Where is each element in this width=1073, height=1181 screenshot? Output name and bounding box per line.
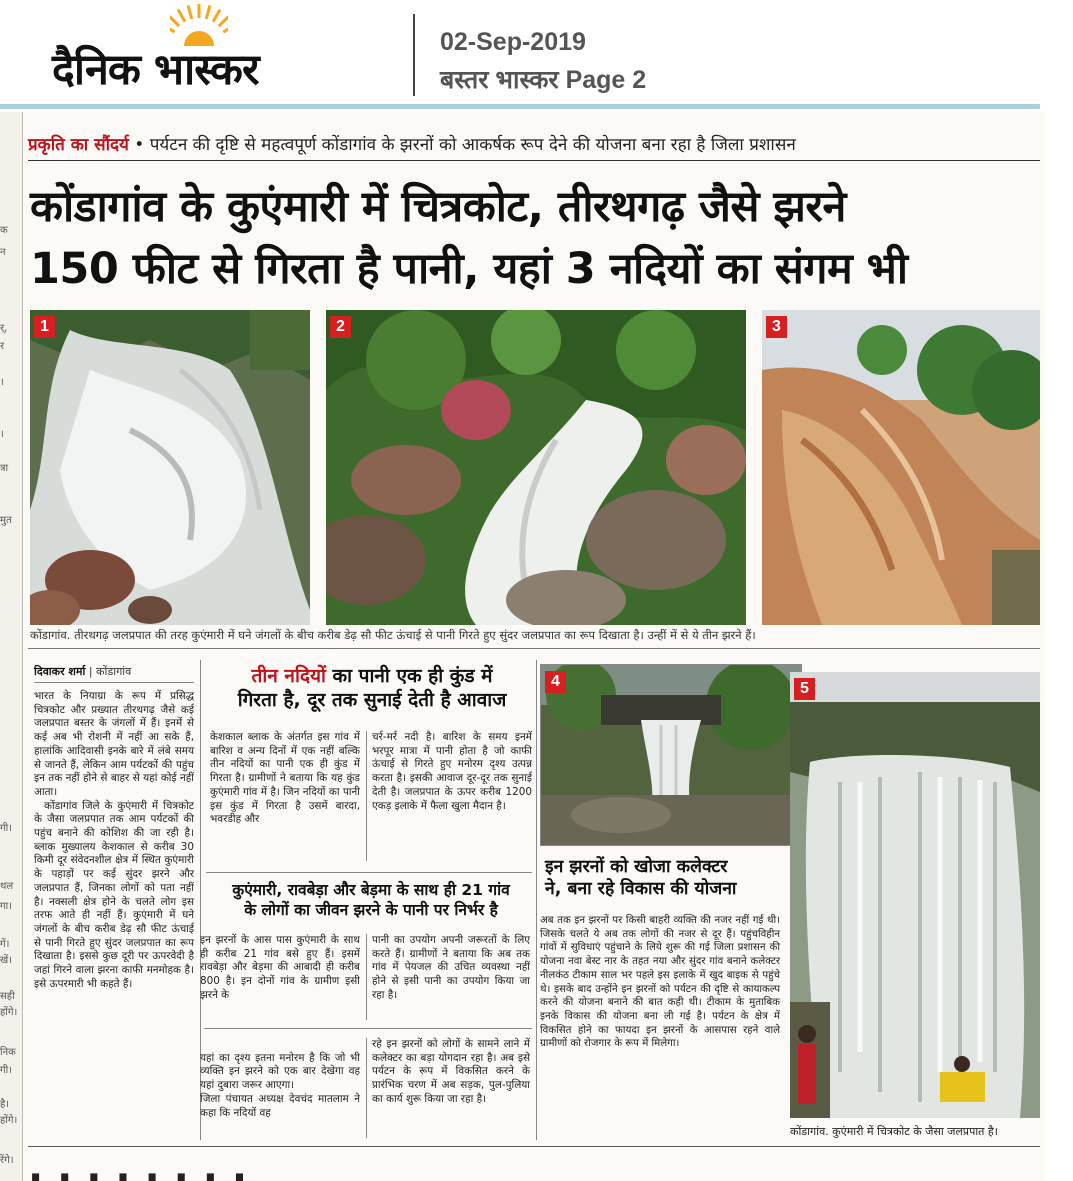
paragraph: रहे इन झरनों को लोगों के सामने लाने में कलेक्टर का बड़ा योगदान रहा है। अब इसे पर्यटन के रूप में विकसित करने के प्रारंभिक चरण में अब सड़क, पुल-पुलिया का कार्य शुरू किया जा रहा है। bbox=[372, 1038, 530, 1105]
masthead bbox=[0, 0, 1073, 112]
strip-fragment: । bbox=[0, 377, 4, 388]
waterfall-photo-5 bbox=[790, 672, 1040, 1118]
strip-fragment: न bbox=[0, 247, 6, 258]
subhead-three-rivers bbox=[212, 664, 532, 712]
column-divider bbox=[536, 660, 537, 1140]
subhead-text: ने, बना रहे विकास की योजना bbox=[545, 879, 737, 899]
strip-fragment: सही bbox=[0, 991, 15, 1002]
photo-caption: कोंडागांव. तीरथगढ़ जलप्रपात की तरह कुएंमारी में घने जंगलों के बीच करीब डेढ़ सौ फीट ऊंचाई से पानी गिरते हुए सुंदर जलप्रपात का रूप दिखाता है। उन्हीं में से ये तीन झरने हैं। bbox=[30, 628, 756, 642]
paragraph: भारत के नियाग्रा के रूप में प्रसिद्ध चित्रकोट और प्रख्यात तीरथगढ़ जैसे कई जलप्रपात बस्तर के जंगलों में हैं। इनमें से कई अब भी रोशनी में नहीं आ सके हैं, हालांकि आदिवासी इनके बारे में लंबे समय से जानते हैं, लेकिन आम पर्यटकों की पहुंच इन तक नहीं होने से बाहर से यहां कोई नहीं आता। bbox=[34, 690, 194, 798]
issue-date: 02-Sep-2019 bbox=[440, 28, 586, 56]
strip-fragment: । bbox=[0, 429, 4, 440]
waterfall-photo-3 bbox=[762, 310, 1040, 625]
subhead-text: का पानी एक ही कुंड में bbox=[325, 665, 493, 687]
strip-fragment: थल bbox=[0, 881, 14, 892]
subhead-21-villages bbox=[206, 880, 536, 920]
article-column-4a bbox=[200, 1038, 360, 1134]
masthead-divider bbox=[413, 14, 415, 96]
photo-number: 3 bbox=[766, 316, 787, 338]
waterfall-illustration-icon bbox=[30, 310, 310, 625]
byline-rule bbox=[34, 682, 194, 683]
byline-place: कोंडागांव bbox=[96, 665, 132, 678]
subhead-collector bbox=[545, 856, 795, 900]
headline-line-1: कोंडागांव के कुएंमारी में चित्रकोट, तीरथगढ़ जैसे झरने bbox=[30, 182, 846, 232]
byline: दिवाकर शर्मा | कोंडागांव bbox=[34, 665, 132, 678]
caption-rule bbox=[28, 648, 1040, 649]
strip-fragment: गी। bbox=[0, 823, 13, 834]
article-column-1 bbox=[34, 690, 194, 991]
strip-fragment: र्, bbox=[0, 323, 8, 334]
strip-fragment: है। bbox=[0, 1099, 10, 1110]
subhead-text: गिरता है, दूर तक सुनाई देती है आवाज bbox=[237, 689, 507, 711]
paragraph: पानी का उपयोग अपनी जरूरतों के लिए करते हैं। ग्रामीणों ने बताया कि अब तक गांव में पेयजल की उचित व्यवस्था नहीं होने से इसी पानी का उपयोग किया जा रहा है। bbox=[372, 934, 530, 1001]
article-column-3b bbox=[372, 934, 530, 1003]
section-rule bbox=[206, 872, 532, 873]
waterfall-photo-1 bbox=[30, 310, 310, 625]
kicker-text: • पर्यटन की दृष्टि से महत्वपूर्ण कोंडागांव के झरनों को आकर्षक रूप देने की योजना बना रहा है जिला प्रशासन bbox=[128, 135, 796, 155]
waterfall-illustration-icon bbox=[790, 672, 1040, 1118]
subhead-text: कुएंमारी, रावबेड़ा और बेड़मा के साथ ही 21 गांव bbox=[232, 881, 510, 899]
section-rule bbox=[204, 1028, 532, 1029]
photo-caption: कोंडागांव. कुएंमारी में चित्रकोट के जैसा जलप्रपात है। bbox=[790, 1125, 998, 1138]
paragraph: अब तक इन झरनों पर किसी बाहरी व्यक्ति की नजर नहीं गई थी। जिसके चलते ये अब तक लोगों की नजर से दूर हैं। पहुंचविहीन गांवों में सुविधाएं पहुंचाने के लिये शुरू की गई जिला प्रशासन की योजना नवा बेस्ट नार के तहत नया और सुंदर गांव बनाने कलेक्टर नीलकंठ टीकाम साल भर पहले इस इलाके में खुद बाइक से पहुंचे थे। इसके बाद उन्होंने इन झरनों को पर्यटन की दृष्टि से कायाकल्प करने की योजना बनाने की बात कही थी। टीकाम के मुताबिक इनके विकास की योजना बना ली गई है। पर्यटन के क्षेत्र में विकसित होने का फायदा इन झरनों के आसपास रहने वाले ग्रामीणों को रोजगार के रूप में मिलेगा। bbox=[540, 915, 780, 1050]
strip-fragment: क bbox=[0, 225, 8, 236]
masthead-rule bbox=[0, 104, 1040, 109]
column-divider bbox=[366, 934, 367, 1020]
article-column-2a bbox=[210, 731, 360, 827]
strip-fragment: गें। bbox=[0, 939, 10, 950]
waterfall-photo-4 bbox=[540, 664, 802, 846]
article-column-5 bbox=[540, 914, 780, 1051]
strip-fragment: खें। bbox=[0, 955, 12, 966]
article-column-2b bbox=[372, 731, 532, 813]
kicker-label: प्रकृति का सौंदर्य bbox=[28, 135, 129, 155]
strip-fragment: त्रा bbox=[0, 463, 9, 474]
photo-number: 5 bbox=[794, 678, 815, 700]
article-bottom-rule bbox=[28, 1146, 1040, 1147]
article-column-4b bbox=[372, 1038, 530, 1107]
waterfall-photo-2 bbox=[326, 310, 746, 625]
paragraph: कोंडागांव जिले के कुएंमारी में चित्रकोट के जैसा जलप्रपात तक आम पर्यटकों की पहुंच बनाने की कोशिश की जा रही है। ब्लाक मुख्यालय केशकाल से करीब 30 किमी दूर संवेदनशील क्षेत्र में स्थित कुएंमारी के पहाड़ों पर कई सुंदर झरने और जलप्रपात हैं, जिनका लोगों को पता नहीं है। नक्सली क्षेत्र होने के चलते लोग इस तरफ आते ही नहीं हैं। कुएंमारी में घने जंगलों के बीच करीब डेढ़ सौ फीट ऊंचाई से पानी गिरते हुए सुंदर जलप्रपात का रूप दिखाता है। इससे कुछ दूरी पर ऊपरवेदी है जहां गिरने वाला झरना काफी मनमोहक है। इसे ऊपरमारी भी कहते हैं। bbox=[34, 799, 194, 990]
photo-number: 2 bbox=[330, 316, 351, 338]
subhead-text: इन झरनों को खोजा कलेक्टर bbox=[545, 857, 728, 877]
paragraph: चर्र-मर्र नदी है। बारिश के समय इनमें भरपूर मात्रा में पानी होता है जो काफी ऊंचाई से गिरते हुए मनोरम दृश्य उत्पन्न करता है। इसकी आवाज दूर-दूर तक सुनाई देती है। जलप्रपात के ऊपर करीब 1200 एकड़ इलाके में फैला खुला मैदान है। bbox=[372, 731, 532, 812]
strip-fragment: गा। bbox=[0, 901, 13, 912]
edition-page: बस्तर भास्कर Page 2 bbox=[440, 66, 647, 94]
paragraph: इन झरनों के आस पास कुएंमारी के साथ ही करीब 21 गांव बसे हुए हैं। इसमें रावबेड़ा और बेड़मा की आबादी ही करीब 800 है। इन दोनों गांव के ग्रामीण इसी झरने के bbox=[200, 934, 360, 1001]
kicker-rule bbox=[28, 160, 1040, 161]
paragraph: केशकाल ब्लाक के अंतर्गत इस गांव में बारिश व अन्य दिनों में एक नहीं बल्कि तीन नदियों का पानी एक ही कुंड में गिरता है। ग्रामीणों ने बताया कि यह कुंड कुएंमारी गांव में है। जिन नदियों का पानी इस कुंड में गिरता है उसमें बारदा, भवरडीह और bbox=[210, 731, 360, 826]
byline-name: दिवाकर शर्मा bbox=[34, 665, 86, 678]
paragraph: यहां का दृश्य इतना मनोरम है कि जो भी व्यक्ति इन झरने को एक बार देखेगा वह यहां दुबारा जरूर आएगा। जिला पंचायत अध्यक्ष देवचंद मातलाम ने कहा कि नदियों वह bbox=[200, 1051, 360, 1119]
subhead-highlight: तीन नदियों bbox=[251, 665, 326, 687]
kicker-line bbox=[28, 132, 1043, 155]
column-divider bbox=[366, 731, 367, 861]
headline-line-2: 150 फीट से गिरता है पानी, यहां 3 नदियों का संगम भी bbox=[30, 244, 908, 294]
column-divider bbox=[366, 1038, 367, 1138]
strip-fragment: रेंगे। bbox=[0, 1155, 14, 1166]
strip-fragment: होंगे। bbox=[0, 1007, 18, 1018]
subhead-text: के लोगों का जीवन झरने के पानी पर निर्भर है bbox=[244, 901, 498, 919]
photo-number: 1 bbox=[34, 316, 55, 338]
photo-number: 4 bbox=[545, 671, 566, 693]
waterfall-illustration-icon bbox=[762, 310, 1040, 625]
strip-fragment: र bbox=[0, 341, 5, 352]
strip-fragment: निक bbox=[0, 1047, 16, 1058]
next-headline-cutoff: · · · · · · · · bbox=[28, 1158, 248, 1181]
strip-fragment: होंगे। bbox=[0, 1115, 18, 1126]
article-column-3a bbox=[200, 934, 360, 1003]
strip-fragment: गी। bbox=[0, 1065, 13, 1076]
page-margin bbox=[1045, 112, 1073, 1181]
newspaper-logo: दैनिक भास्कर bbox=[52, 45, 259, 95]
strip-fragment: मुत bbox=[0, 515, 12, 526]
waterfall-illustration-icon bbox=[326, 310, 746, 625]
adjacent-column-strip bbox=[0, 112, 23, 1181]
waterfall-illustration-icon bbox=[541, 665, 801, 845]
